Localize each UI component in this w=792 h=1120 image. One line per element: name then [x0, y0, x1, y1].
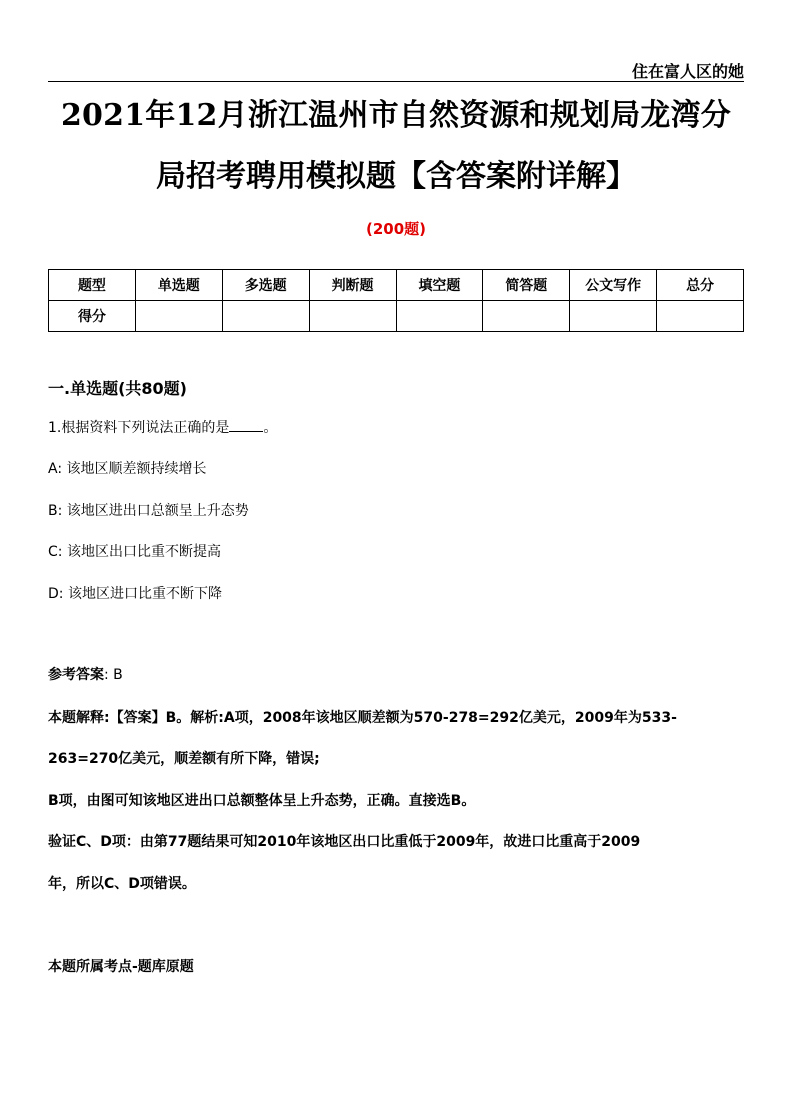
cell-score-empty [657, 301, 744, 332]
explanation-line: B项，由图可知该地区进出口总额整体呈上升态势，正确。直接选B。 [48, 793, 476, 809]
explanation-line: 263=270亿美元，顺差额有所下降，错误; [48, 751, 320, 767]
cell-score-empty [309, 301, 396, 332]
knowledge-point: 本题所属考点-题库原题 [48, 959, 194, 975]
question-stem-end: 。 [263, 420, 278, 436]
cell-score-empty [135, 301, 222, 332]
cell-short-answer: 简答题 [483, 270, 570, 301]
cell-score-empty [222, 301, 309, 332]
cell-true-false: 判断题 [309, 270, 396, 301]
cell-score-label: 得分 [49, 301, 136, 332]
answer-blank [229, 419, 263, 432]
cell-type-header: 题型 [49, 270, 136, 301]
reference-answer [48, 664, 748, 686]
explanation-line: 本题解释:【答案】B。解析:A项，2008年该地区顺差额为570-278=292亿美元，2009年为533- [48, 710, 677, 726]
score-table-score-row [49, 301, 744, 332]
cell-score-empty [570, 301, 657, 332]
question-count: (200题) [365, 220, 427, 238]
cell-total: 总分 [657, 270, 744, 301]
option-d: D: 该地区进口比重不断下降 [48, 586, 222, 602]
option-c: C: 该地区出口比重不断提高 [48, 544, 221, 560]
reference-answer-value: : B [104, 667, 123, 683]
cell-score-empty [396, 301, 483, 332]
cell-fill-blank: 填空题 [396, 270, 483, 301]
option-b: B: 该地区进出口总额呈上升态势 [48, 503, 249, 519]
cell-score-empty [483, 301, 570, 332]
question-stem [48, 417, 277, 437]
explanation-line: 年，所以C、D项错误。 [48, 876, 196, 892]
cell-official-writing: 公文写作 [570, 270, 657, 301]
reference-answer-label: 参考答案 [48, 667, 104, 683]
option-a: A: 该地区顺差额持续增长 [48, 461, 207, 477]
score-table [48, 269, 744, 332]
header-author: 住在富人区的她 [631, 62, 744, 81]
doc-title-line1: 2021年12月浙江温州市自然资源和规划局龙湾分 [60, 98, 732, 133]
question-stem-text: 1.根据资料下列说法正确的是 [48, 420, 230, 436]
score-table-header-row [49, 270, 744, 301]
section-title: 一.单选题(共80题) [48, 379, 187, 398]
explanation-line: 验证C、D项：由第77题结果可知2010年该地区出口比重低于2009年，故进口比重高于2009 [48, 834, 641, 850]
cell-multi-choice: 多选题 [222, 270, 309, 301]
cell-single-choice: 单选题 [135, 270, 222, 301]
header-divider [48, 81, 744, 82]
doc-title-line2: 局招考聘用模拟题【含答案附详解】 [156, 159, 636, 194]
